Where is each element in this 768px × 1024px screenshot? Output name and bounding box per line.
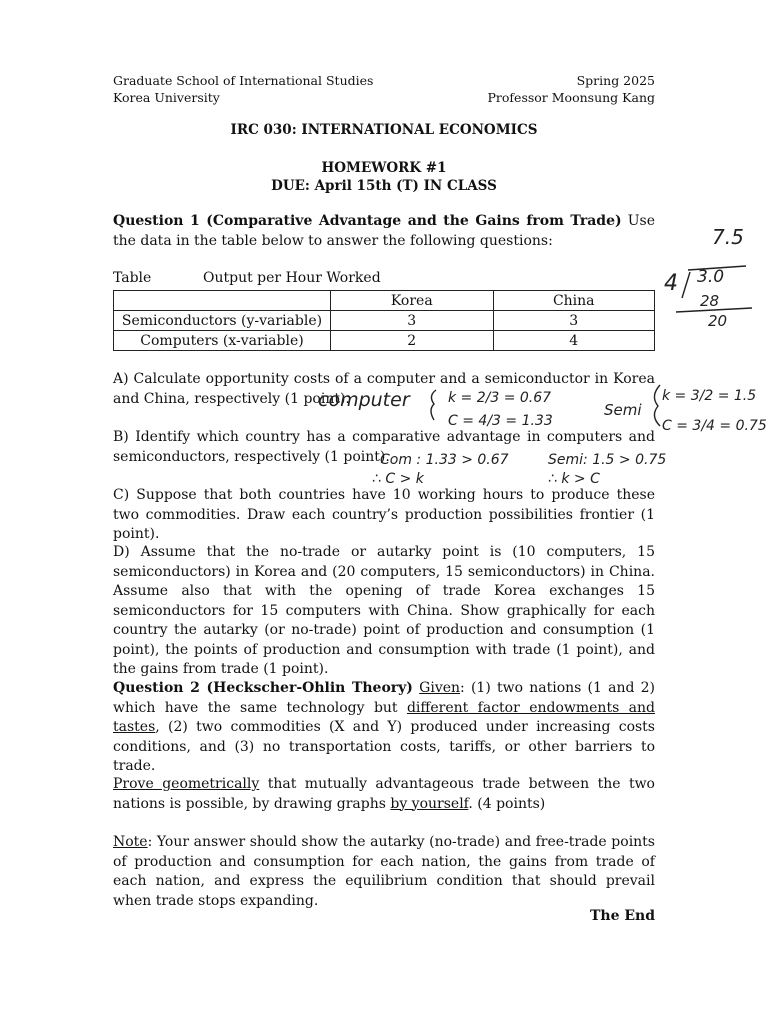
- table-row: [114, 331, 655, 351]
- university-name: Korea University: [113, 90, 220, 105]
- q1-part-c: C) Suppose that both countries have 10 working hours to produce these two commodities. Draw each country’s production possibilities frontier (1 point).: [113, 487, 655, 542]
- table-header-china: China: [493, 291, 655, 311]
- q2-note: [113, 833, 655, 911]
- professor: Professor Moonsung Kang: [487, 90, 655, 105]
- computer-word: computer: [318, 389, 410, 411]
- q2-prove: [113, 775, 655, 814]
- term: Spring 2025: [576, 73, 655, 88]
- table-header-blank: [114, 291, 331, 311]
- table-header-korea: Korea: [331, 291, 494, 311]
- prove-underlined: Prove geometrically: [113, 776, 260, 792]
- k-computer: k = 2/3 = 0.67: [448, 390, 552, 406]
- due-date: DUE: April 15th (T) IN CLASS: [271, 178, 497, 194]
- q2-heading: Question 2 (Heckscher-Ohlin Theory): [113, 680, 413, 696]
- division-rem: 20: [708, 312, 728, 330]
- division-bar: [688, 266, 746, 270]
- row-label: Semiconductors (y-variable): [114, 311, 331, 331]
- division-bracket: [682, 272, 690, 298]
- c-computer: C = 4/3 = 1.33: [448, 413, 553, 429]
- division-dividend: 3.0: [697, 267, 725, 287]
- division-quotient: 7.5: [712, 225, 744, 249]
- c-semi: C = 3/4 = 0.75: [662, 418, 767, 434]
- cell-korea: 3: [331, 311, 494, 331]
- semi-word: Semi: [604, 401, 642, 419]
- header-right: [488, 72, 655, 106]
- q2-given: [113, 679, 655, 777]
- q1-intro-text: Use the data in the table below to answer the following questions:: [113, 213, 655, 249]
- table-caption-row: [113, 270, 381, 286]
- header-left: [113, 72, 373, 106]
- semi-conclusion: ∴ k > C: [548, 471, 600, 487]
- division-sub: 28: [700, 292, 720, 310]
- q1-intro: [113, 212, 655, 251]
- given-text-2: , (2) two commodities (X and Y) produced under increasing costs conditions, and (3) no transportation costs, tariffs, or other barriers to trade.: [113, 719, 655, 774]
- q1-part-d: D) Assume that the no-trade or autarky point is (10 computers, 15 semiconductors) in Korea and (20 computers, 15 semiconductors) in China. Assume also that with the opening of trade Korea exchanges 15 semiconductors for 15 computers with China. Show graphically for each country the autarky (or no-trade) point of production and consumption (1 point), the points of production and consumption with trade (1 point), and the gains from trade (1 point).: [113, 544, 655, 677]
- q1-part-a: A) Calculate opportunity costs of a computer and a semiconductor in Korea and China, respectively (1 point).: [113, 371, 655, 407]
- division-underline: [676, 308, 752, 312]
- prove-underlined-2: by yourself: [390, 795, 469, 812]
- com-comparison: Com : 1.33 > 0.67: [380, 452, 509, 468]
- table-caption: Output per Hour Worked: [203, 270, 381, 286]
- q1-part-b: B) Identify which country has a comparative advantage in computers and semiconductors, respectively (1 point).: [113, 429, 655, 465]
- prove-text-2: . (4 points): [468, 795, 546, 812]
- cell-korea: 2: [331, 331, 494, 351]
- com-conclusion: ∴ C > k: [372, 471, 424, 487]
- table-header-row: [114, 291, 655, 311]
- cell-china: 4: [493, 331, 655, 351]
- the-end: The End: [589, 908, 655, 924]
- row-label: Computers (x-variable): [114, 331, 331, 351]
- output-table: [113, 290, 655, 351]
- given-text-1: : (1) two nations (1 and 2) which have the same technology but: [113, 680, 656, 716]
- semi-comparison: Semi: 1.5 > 0.75: [548, 452, 667, 468]
- k-semi: k = 3/2 = 1.5: [662, 388, 757, 404]
- homework-title: HOMEWORK #1: [321, 160, 447, 176]
- given-label: Given: [419, 680, 461, 696]
- note-text: : Your answer should show the autarky (no-trade) and free-trade points of production and consumption for each nation, the gains from trade of each nation, and express the equilibrium condition that should prevail when trade stops expanding.: [113, 834, 655, 909]
- school-name: Graduate School of International Studies: [113, 73, 374, 88]
- division-sketch: [676, 266, 752, 312]
- q1-heading: Question 1 (Comparative Advantage and the Gains from Trade): [113, 213, 622, 229]
- given-underlined: different factor endowments and tastes: [113, 699, 655, 735]
- course-title: IRC 030: INTERNATIONAL ECONOMICS: [230, 122, 538, 138]
- table-label: Table: [113, 270, 152, 286]
- note-label: Note: [113, 834, 148, 850]
- division-divisor: 4: [664, 271, 678, 296]
- prove-text-1: that mutually advantageous trade between the two nations is possible, by drawing graphs: [113, 776, 655, 812]
- cell-china: 3: [493, 311, 655, 331]
- table-row: [114, 311, 655, 331]
- semi-brace: [654, 385, 660, 426]
